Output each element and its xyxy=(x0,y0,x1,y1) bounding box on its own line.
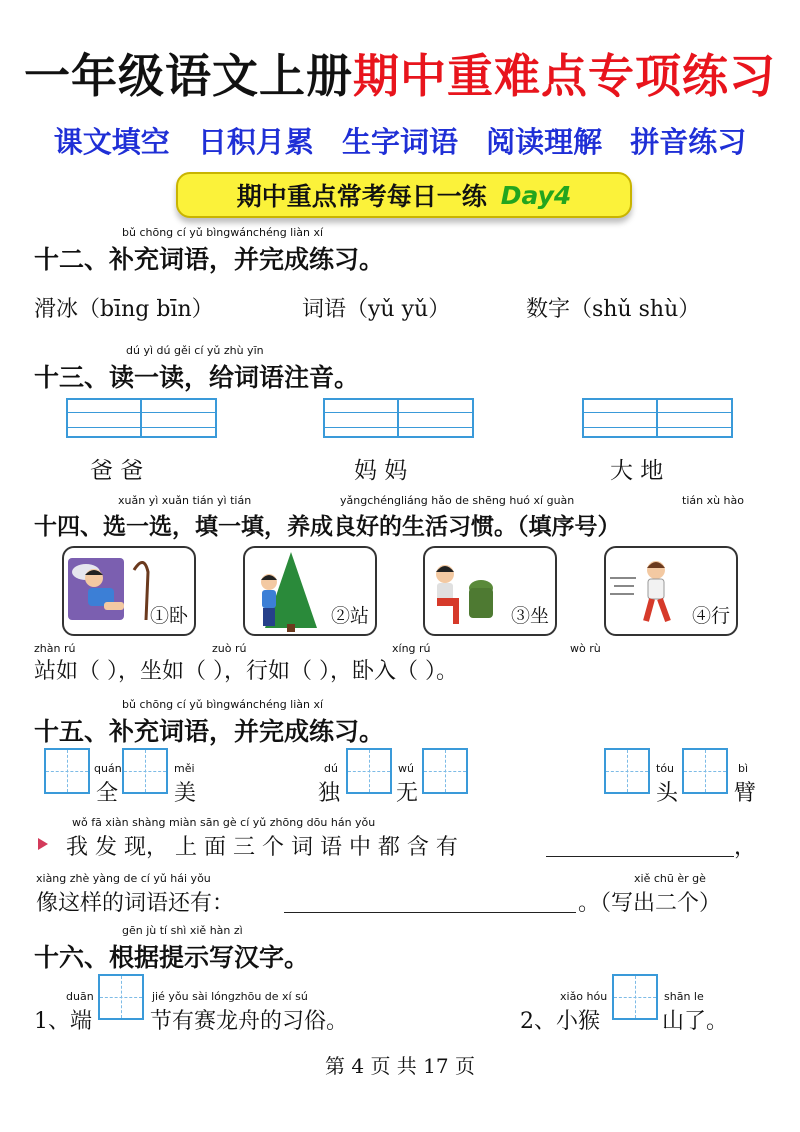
s12-item-3: 数字（shǔ shù） xyxy=(526,297,701,322)
s15-like-pinyin: xiàng zhè yàng de cí yǔ hái yǒu xyxy=(36,872,211,885)
page-title xyxy=(0,40,800,106)
pic-lying xyxy=(62,546,196,636)
s15-w3-py2: bì xyxy=(738,762,749,775)
ans-pinyin-3: xíng rú xyxy=(392,642,431,655)
s13-word-1: 爸 爸 xyxy=(90,458,144,484)
s14-pinyin-b: yǎngchéngliáng hǎo de shēng huó xí guàn xyxy=(340,494,575,507)
s12-pinyin: bǔ chōng cí yǔ bìngwánchéng liàn xí xyxy=(122,226,324,239)
pic-label-3: ③坐 xyxy=(510,605,549,627)
s15-find-text: 我 发 现， 上 面 三 个 词 语 中 都 含 有 xyxy=(66,835,458,860)
s15-box-5[interactable] xyxy=(604,748,650,794)
s13-heading: 十三、读一读，给词语注音。 xyxy=(34,363,360,392)
s15-w2-c2: 无 xyxy=(396,781,419,806)
s15-w1-py1: quán xyxy=(94,762,122,775)
s14-heading: 十四、选一选，填一填，养成良好的生活习惯。（填序号） xyxy=(34,514,621,540)
s15-w3-c1: 头 xyxy=(656,781,679,806)
q2-prefix: 2、小猴 xyxy=(520,1009,600,1034)
banner-day: Day4 xyxy=(500,180,572,210)
q2-suffix: 山了。 xyxy=(662,1009,729,1034)
title-red: 期中重难点专项练习 xyxy=(353,49,776,103)
s15-w2-c1: 独 xyxy=(318,781,341,806)
q2-pinyin-b: shān le xyxy=(664,990,704,1003)
s14-pinyin-a: xuǎn yì xuǎn tián yì tián xyxy=(118,494,252,507)
s13-word-3: 大 地 xyxy=(610,458,664,484)
s15-w2-py1: dú xyxy=(324,762,338,775)
s16-heading: 十六、根据提示写汉字。 xyxy=(34,943,310,972)
pic-walking xyxy=(604,546,738,636)
s15-w1-py2: měi xyxy=(174,762,195,775)
s15-box-3[interactable] xyxy=(346,748,392,794)
pic-sitting xyxy=(423,546,557,636)
s15-box-1[interactable] xyxy=(44,748,90,794)
s15-w1-c2: 美 xyxy=(174,781,197,806)
s13-pinyin: dú yì dú gěi cí yǔ zhù yīn xyxy=(126,344,264,357)
s12-item-1: 滑冰（bīng bīn） xyxy=(34,297,214,322)
pic-label-1: ①卧 xyxy=(149,605,188,627)
ans-pinyin-1: zhàn rú xyxy=(34,642,76,655)
pinyin-grid-1[interactable] xyxy=(66,398,217,438)
s15-like-end: 。（写出二个） xyxy=(578,891,722,916)
s15-find-end: ， xyxy=(734,835,757,860)
s15-write-pinyin: xiě chū èr gè xyxy=(634,872,706,885)
s12-heading: 十二、补充词语，并完成练习。 xyxy=(34,245,385,274)
s15-find-pinyin: wǒ fā xiàn shàng miàn sān gè cí yǔ zhōng dōu hán yǒu xyxy=(72,816,376,829)
q1-box[interactable] xyxy=(98,974,144,1020)
q2-pinyin-a: xiǎo hóu xyxy=(560,990,608,1003)
pic-standing xyxy=(243,546,377,636)
s14-answer-line[interactable]: 站如（ ），坐如（ ），行如（ ），卧入（ ）。 xyxy=(34,659,458,684)
pinyin-grid-2[interactable] xyxy=(323,398,474,438)
s15-w2-py2: wú xyxy=(398,762,414,775)
pic-label-4: ④行 xyxy=(691,605,730,627)
s15-box-6[interactable] xyxy=(682,748,728,794)
q1-pinyin-a: duān xyxy=(66,990,94,1003)
topic-2: 日积月累 xyxy=(197,125,314,159)
s16-pinyin: gēn jù tí shì xiě hàn zì xyxy=(122,924,243,937)
banner-text: 期中重点常考每日一练 xyxy=(236,182,487,211)
s15-w3-c2: 臂 xyxy=(734,781,757,806)
s15-w1-c1: 全 xyxy=(96,781,119,806)
s15-pinyin: bǔ chōng cí yǔ bìngwánchéng liàn xí xyxy=(122,698,324,711)
q2-box[interactable] xyxy=(612,974,658,1020)
q1-prefix: 1、端 xyxy=(34,1009,92,1034)
daily-practice-banner xyxy=(176,172,632,218)
topic-1: 课文填空 xyxy=(53,125,170,159)
title-black: 一年级语文上册 xyxy=(24,49,353,103)
topic-3: 生字词语 xyxy=(341,125,458,159)
s15-box-4[interactable] xyxy=(422,748,468,794)
s15-like-text: 像这样的词语还有： xyxy=(36,891,235,916)
s14-pinyin-c: tián xù hào xyxy=(682,494,744,507)
topic-5: 拼音练习 xyxy=(630,125,747,159)
ans-pinyin-2: zuò rú xyxy=(212,642,247,655)
s15-w3-py1: tóu xyxy=(656,762,675,775)
s15-heading: 十五、补充词语，并完成练习。 xyxy=(34,717,385,746)
s12-item-2: 词语（yǔ yǔ） xyxy=(302,297,451,322)
q1-pinyin-b: jié yǒu sài lóngzhōu de xí sú xyxy=(152,990,308,1003)
s15-like-blank[interactable] xyxy=(284,912,576,913)
topic-4: 阅读理解 xyxy=(486,125,603,159)
page-number: 第 4 页 共 17 页 xyxy=(325,1054,475,1078)
s15-find-blank[interactable] xyxy=(546,856,734,857)
ans-pinyin-4: wò rù xyxy=(570,642,601,655)
s15-box-2[interactable] xyxy=(122,748,168,794)
pic-label-2: ②站 xyxy=(330,605,369,627)
pinyin-grid-3[interactable] xyxy=(582,398,733,438)
q1-suffix: 节有赛龙舟的习俗。 xyxy=(150,1009,349,1034)
arrow-bullet-icon xyxy=(38,838,48,850)
subtitle-topics xyxy=(0,120,800,161)
s13-word-2: 妈 妈 xyxy=(354,458,408,484)
